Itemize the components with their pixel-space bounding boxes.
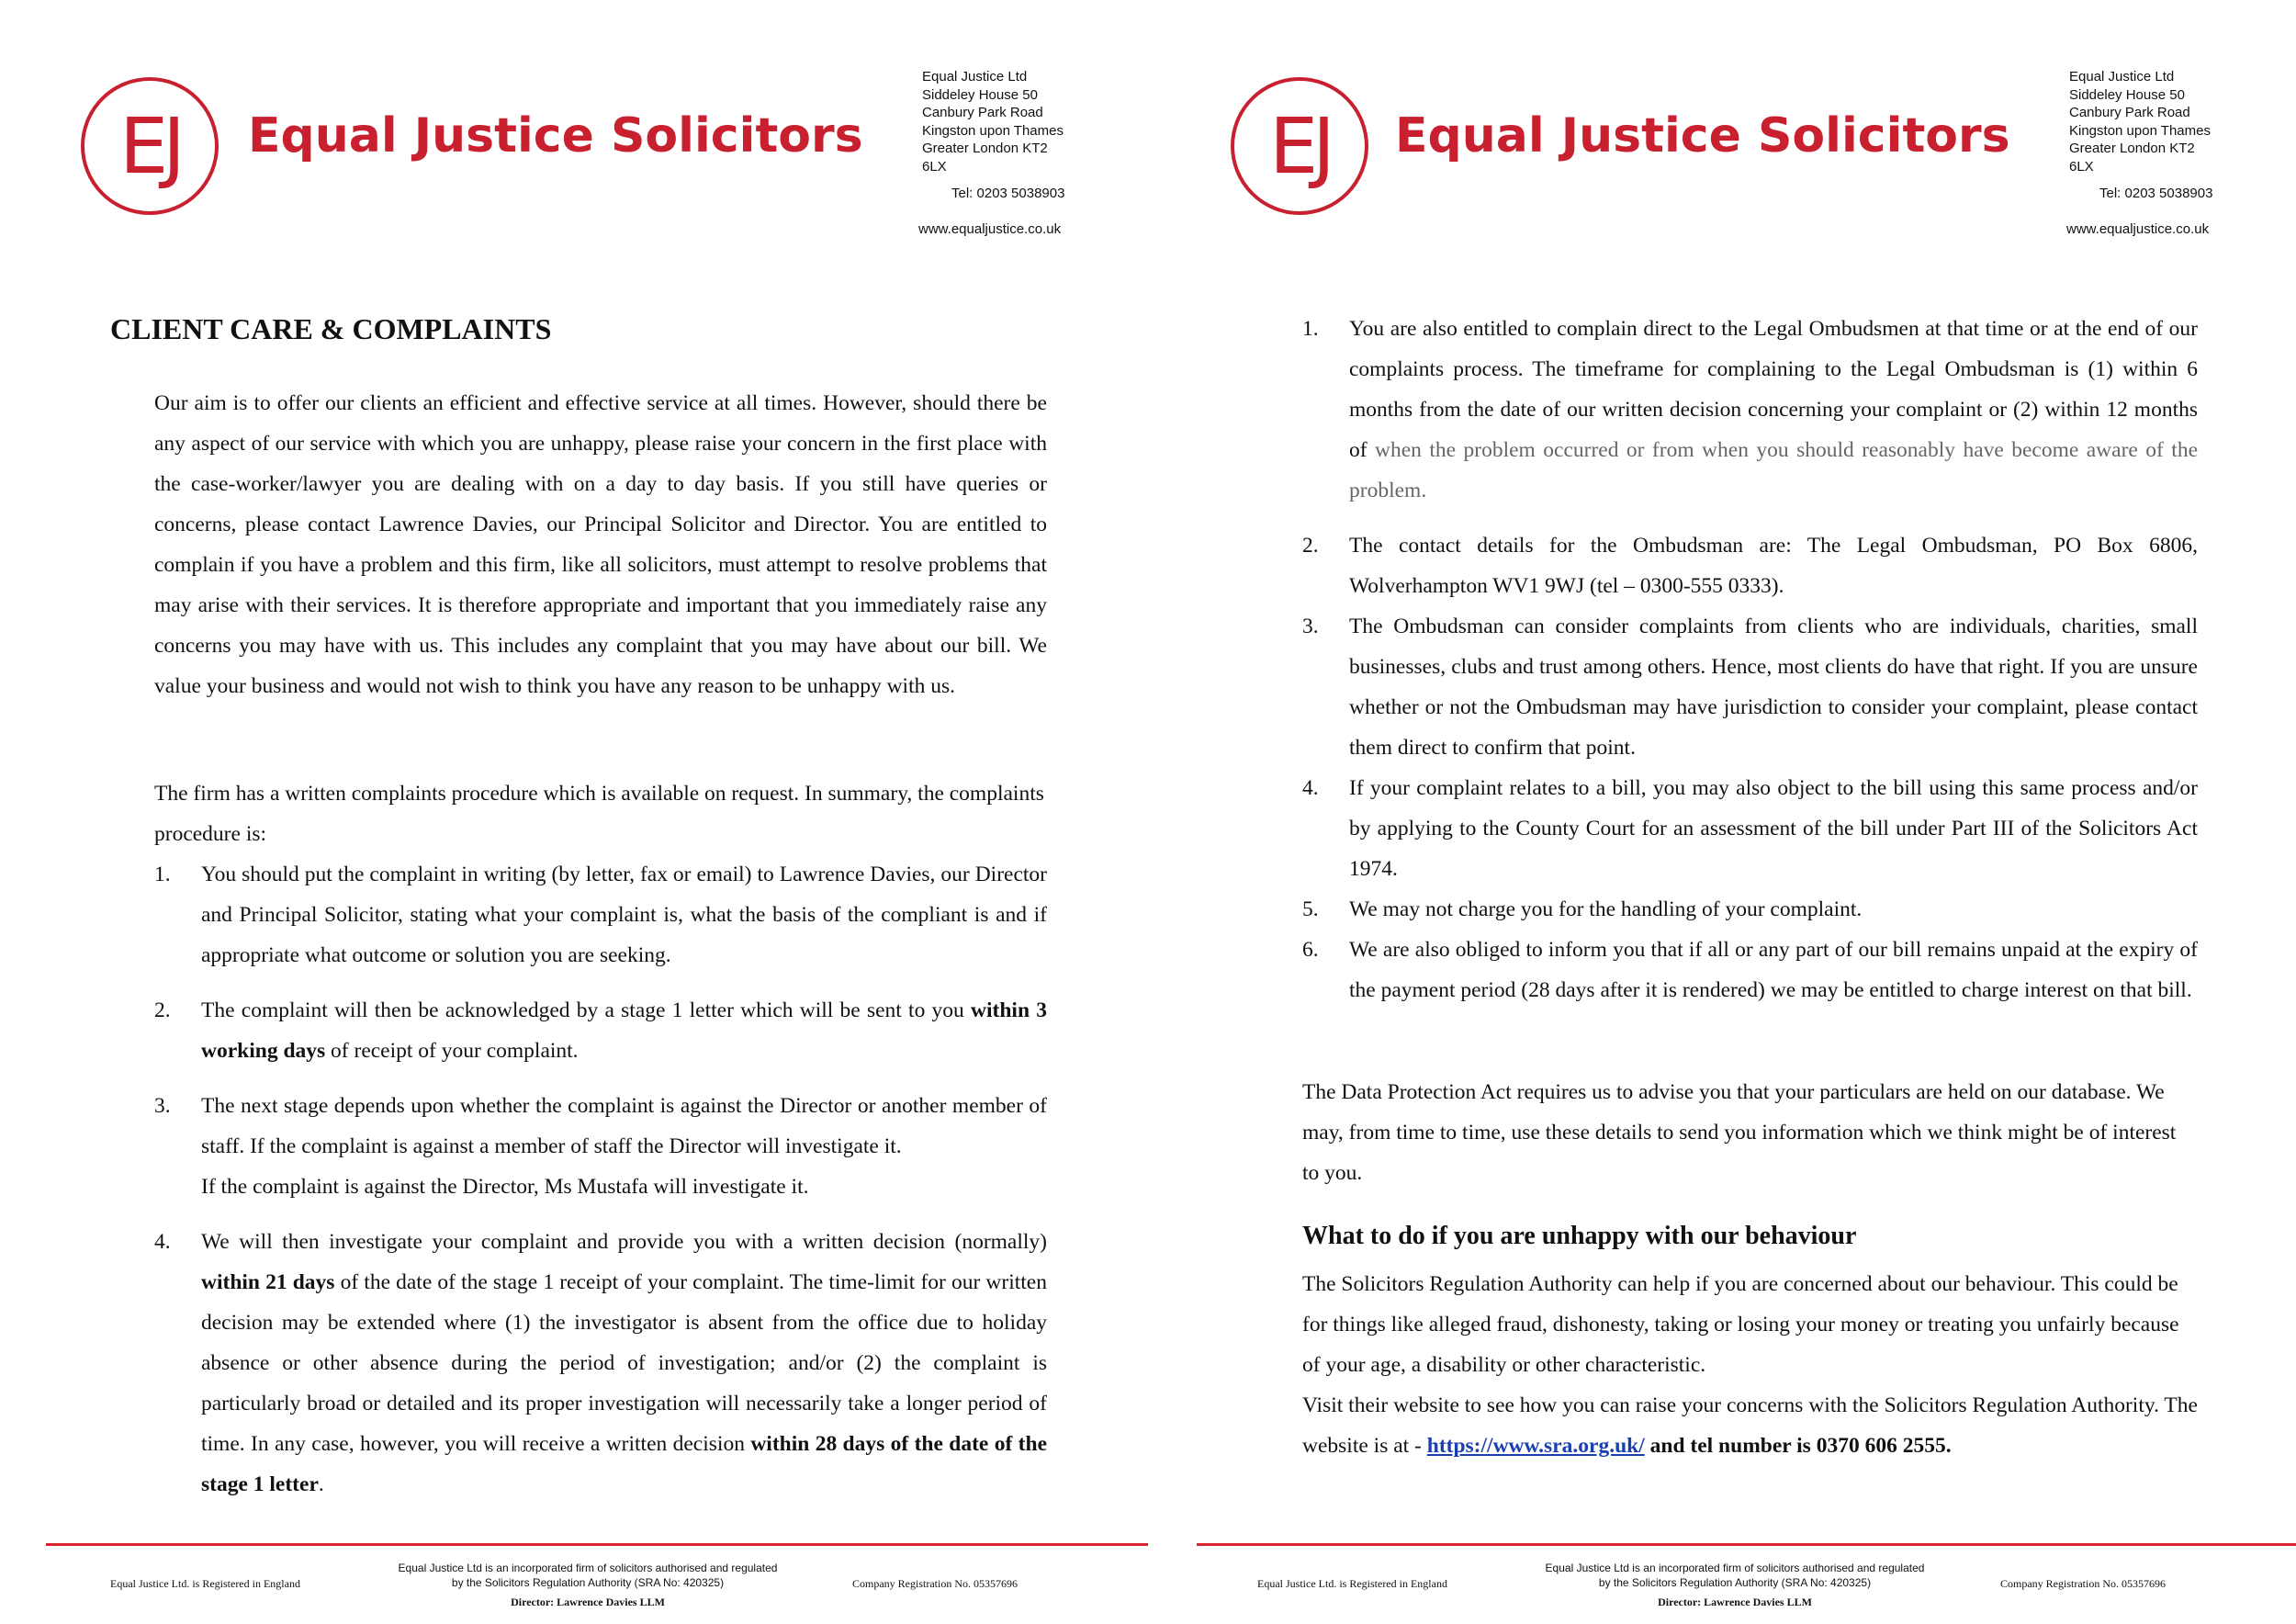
address-line: Canbury Park Road [922, 105, 1043, 120]
list-item [1302, 309, 2198, 511]
list-item-text-grey: when the problem occurred or from when you should reasonably have become aware of the problem. [1349, 438, 2199, 502]
footer-regulation: Equal Justice Ltd is an incorporated firm of solicitors authorised and regulated by the Solicitors Regulation Authority (SRA No: 420325) [398, 1562, 778, 1589]
list-item-text: You should put the complaint in writing (by letter, fax or email) to Lawrence Davies, our Director and Principal Solicitor, stating what your complaint is, what the basis of the compliant is and if appropriate what outcome or solution you are seeking. [201, 863, 1047, 967]
footer-registered: Equal Justice Ltd. is Registered in England [1257, 1577, 1447, 1590]
firm-name: Equal Justice Solicitors [248, 108, 863, 164]
address-line: Greater London KT2 [2069, 141, 2195, 156]
firm-logo: EJ [81, 77, 219, 215]
procedure-intro: The firm has a written complaints procedure which is available on request. In summary, the complaints procedure is: [154, 782, 1044, 846]
list-number: 6. [1302, 938, 1319, 962]
address-line: Greater London KT2 [922, 141, 1048, 156]
sra-visit-text: Visit their website to see how you can raise your concerns with the Solicitors Regulation Authority. The website is at - https://www.sra.org.uk/ and tel number is 0370 606 2555. [1302, 1393, 2198, 1458]
address-line: Kingston upon Thames [922, 122, 1064, 139]
ombudsman-list [1302, 309, 2198, 1010]
sra-website-link[interactable]: https://www.sra.org.uk/ [1426, 1434, 1645, 1458]
complaints-procedure-list [154, 854, 1047, 1505]
list-item-text: The next stage depends upon whether the complaint is against the Director or another member of staff. If the complaint is against a member of staff the Director will investigate it. [201, 1094, 1047, 1158]
firm-website: www.equaljustice.co.uk [918, 221, 1062, 237]
firm-telephone: Tel: 0203 5038903 [2099, 186, 2213, 201]
deadline-text: within 28 days of the date of the stage 1 letter [201, 1432, 1048, 1496]
footer-divider [1197, 1543, 2296, 1546]
list-item-text: The Ombudsman can consider complaints from clients who are individuals, charities, small businesses, clubs and trust among others. Hence, most clients do have that right. If you are unsure whether or not the Ombudsman may have jurisdiction to consider your complaint, please contact them direct to confirm that point. [1349, 615, 2198, 760]
address-line: Canbury Park Road [2069, 105, 2190, 120]
address-line: Equal Justice Ltd [2069, 69, 2175, 85]
list-item [1302, 606, 2198, 768]
behaviour-paragraph [1302, 1264, 2198, 1466]
list-item-text: We are also obliged to inform you that if all or any part of our bill remains unpaid at the expiry of the payment period (28 days after it is rendered) we may be entitled to charge interest on that bill. [1349, 938, 2198, 1002]
firm-address [2069, 68, 2211, 175]
list-item [1302, 889, 2198, 930]
list-item: 4. We will then investigate your complaint and provide you with a written decision (normally) within 21 days of the date of the stage 1 receipt of your complaint. The time-limit for our written decision may be extended where (1) the investigator is absent from the office due to holiday absence or other absence during the period of investigation; and/or (2) the complaint is particularly broad or detailed and its proper investigation will necessarily take a longer period of time. In any case, however, you will receive a written decision within 28 days of the date of the stage 1 letter. [154, 1222, 1047, 1505]
list-number: 1. [154, 863, 171, 886]
firm-website: www.equaljustice.co.uk [2066, 221, 2210, 237]
list-item [1302, 525, 2198, 606]
footer-director: Director: Lawrence Davies LLM [511, 1596, 665, 1608]
footer-company-registration: Company Registration No. 05357696 [2000, 1577, 2166, 1590]
list-item-text: If the complaint is against the Director, Ms Mustafa will investigate it. [201, 1175, 809, 1199]
list-item [1302, 930, 2198, 1010]
list-item: 2. The complaint will then be acknowledged by a stage 1 letter which will be sent to you within 3 working days of receipt of your complaint. [154, 990, 1047, 1071]
address-line: Siddeley House 50 [2069, 86, 2185, 103]
firm-logo: EJ [1231, 77, 1368, 215]
behaviour-text: The Solicitors Regulation Authority can help if you are concerned about our behaviour. This could be for things like alleged fraud, dishonesty, taking or losing your money or treating you unfairly because of your age, a disability or other characteristic. [1302, 1272, 2179, 1377]
firm-name: Equal Justice Solicitors [1395, 108, 2010, 164]
address-line: 6LX [922, 158, 947, 175]
data-protection-paragraph: The Data Protection Act requires us to advise you that your particulars are held on our database. We may, from time to time, use these details to send you information which we think might be of interest to you. [1302, 1080, 2177, 1185]
list-item [1302, 768, 2198, 889]
footer-company-registration: Company Registration No. 05357696 [852, 1577, 1018, 1590]
list-item-text: We may not charge you for the handling of your complaint. [1349, 897, 1863, 921]
list-number: 1. [1302, 317, 1319, 341]
sra-telephone: and tel number is 0370 606 2555. [1644, 1434, 1952, 1458]
document-page-right [1197, 0, 2296, 1624]
list-number: 4. [1302, 776, 1319, 800]
footer-divider [46, 1543, 1148, 1546]
list-item [154, 854, 1047, 976]
list-number: 5. [1302, 897, 1319, 921]
behaviour-heading: What to do if you are unhappy with our behaviour [1302, 1222, 1857, 1250]
list-item-text: The contact details for the Ombudsman are: The Legal Ombudsman, PO Box 6806, Wolverhampton WV1 9WJ (tel – 0300-555 0333). [1349, 534, 2198, 598]
list-number: 2. [154, 998, 171, 1022]
list-item-text: If your complaint relates to a bill, you may also object to the bill using this same process and/or by applying to the County Court for an assessment of the bill under Part III of the Solicitors Act 1974. [1349, 776, 2198, 881]
list-item-text: You are also entitled to complain direct to the Legal Ombudsmen at that time or at the end of our complaints process. The timeframe for complaining to the Legal Ombudsman is (1) within 6 months from the date of our written decision concerning your complaint or (2) within 12 months of [1349, 317, 2198, 462]
list-number: 2. [1302, 534, 1319, 558]
intro-paragraph: Our aim is to offer our clients an efficient and effective service at all times. However, should there be any aspect of our service with which you are unhappy, please raise your concern in the first place with the case-worker/lawyer you are dealing with on a day to day basis. If you still have queries or concerns, please contact Lawrence Davies, our Principal Solicitor and Director. You are entitled to complain if you have a problem and this firm, like all solicitors, must attempt to resolve problems that may arise with their services. It is therefore appropriate and important that you immediately raise any concerns you may have with us. This includes any complaint that you may have about our bill. We value your business and would not wish to think you have any reason to be unhappy with us. [154, 391, 1047, 698]
page-title: CLIENT CARE & COMPLAINTS [110, 312, 552, 345]
list-number: 3. [154, 1094, 171, 1118]
list-item [154, 1086, 1047, 1207]
list-number: 3. [1302, 615, 1319, 638]
footer-registered: Equal Justice Ltd. is Registered in England [110, 1577, 300, 1590]
footer-director: Director: Lawrence Davies LLM [1658, 1596, 1812, 1608]
address-line: Siddeley House 50 [922, 86, 1038, 103]
address-line: Kingston upon Thames [2069, 122, 2211, 139]
firm-telephone: Tel: 0203 5038903 [951, 186, 1065, 201]
firm-address [922, 68, 1064, 175]
footer-regulation: Equal Justice Ltd is an incorporated firm of solicitors authorised and regulated by the Solicitors Regulation Authority (SRA No: 420325) [1545, 1562, 1925, 1589]
list-number: 4. [154, 1230, 171, 1254]
address-line: Equal Justice Ltd [922, 69, 1028, 85]
deadline-text: within 3 working days [201, 998, 1047, 1063]
deadline-text: within 21 days [201, 1270, 335, 1294]
address-line: 6LX [2069, 158, 2094, 175]
